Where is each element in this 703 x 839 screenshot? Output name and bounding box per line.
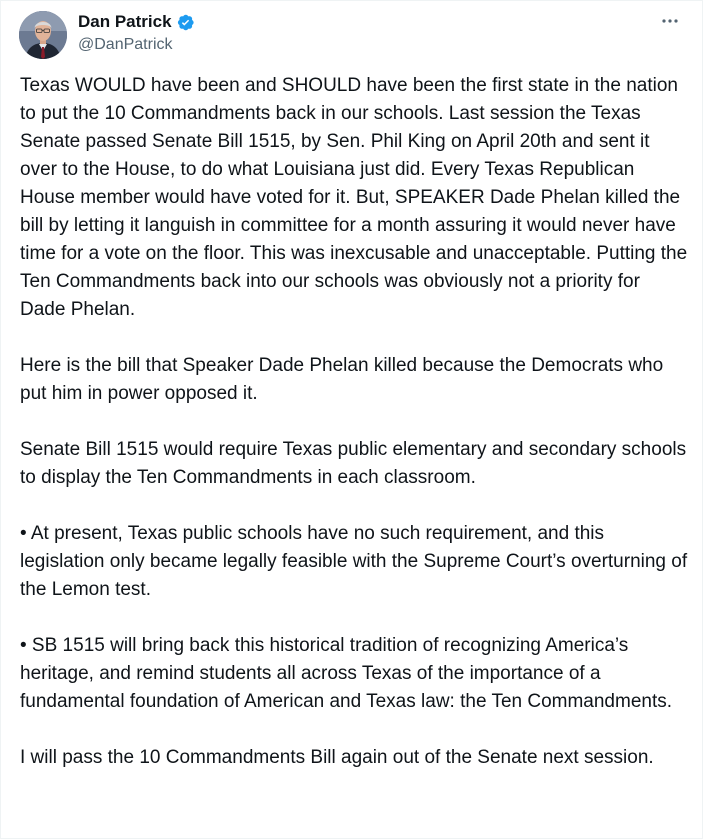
more-options-icon[interactable] (658, 11, 682, 31)
avatar[interactable] (19, 11, 67, 59)
tweet-paragraph: Texas WOULD have been and SHOULD have been the first state in the nation to put the 10 Commandments back in our schools. Last session the Texas Senate passed Senate Bill 1515, by Sen. Phil King on April 20th and sent it over to the House, to do what Louisiana just did. Every Texas Republican House member would have voted for it. But, SPEAKER Dade Phelan killed the bill by letting it languish in committee for a month assuring it would never have time for a vote on the floor. This was inexcusable and unacceptable. Putting the Ten Commandments back into our schools was obviously not a priority for Dade Phelan. (20, 75, 688, 320)
avatar-image (19, 11, 67, 59)
tweet-paragraph: I will pass the 10 Commandments Bill again out of the Senate next session. (20, 747, 654, 768)
tweet-paragraph: • At present, Texas public schools have no such requirement, and this legislation only became legally feasible with the Supreme Court’s overturning of the Lemon test. (20, 523, 688, 600)
display-name[interactable]: Dan Patrick (78, 12, 172, 31)
author-names (78, 11, 195, 54)
display-name-row (78, 11, 195, 33)
tweet-text (20, 72, 688, 772)
handle[interactable]: @DanPatrick (78, 36, 173, 53)
tweet-paragraph: Senate Bill 1515 would require Texas public elementary and secondary schools to display the Ten Commandments in each classroom. (20, 439, 687, 488)
tweet-paragraph: • SB 1515 will bring back this historical tradition of recognizing America’s heritage, and remind students all across Texas of the importance of a fundamental foundation of American and Texas law: the Ten Commandments. (20, 635, 673, 712)
tweet-header (19, 9, 684, 59)
tweet-paragraph: Here is the bill that Speaker Dade Phelan killed because the Democrats who put him in power opposed it. (20, 355, 664, 404)
verified-badge-icon[interactable] (176, 13, 195, 32)
